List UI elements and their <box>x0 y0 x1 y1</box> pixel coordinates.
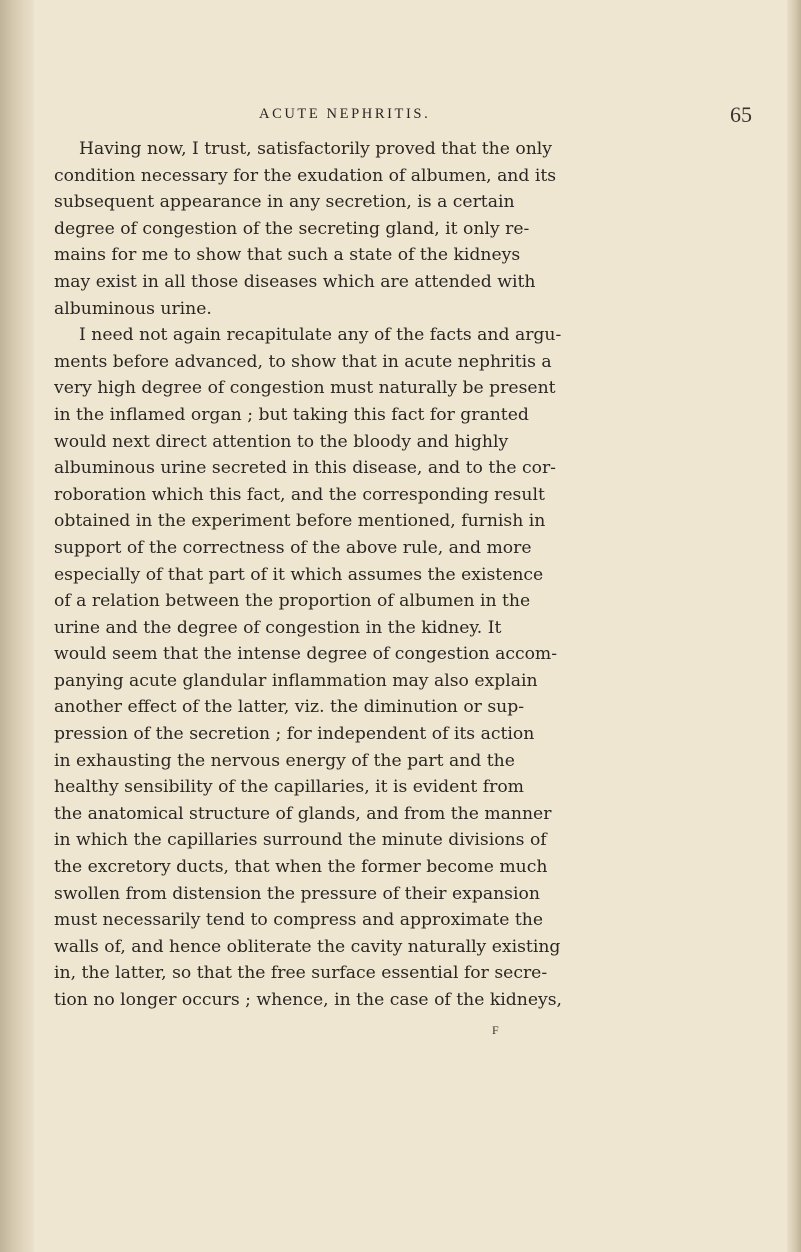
running-title: ACUTE NEPHRITIS. <box>259 106 431 122</box>
body-text <box>54 136 654 1014</box>
text-line: roboration which this fact, and the corresponding result <box>54 484 545 505</box>
text-line: subsequent appearance in any secretion, is a certain <box>54 192 515 213</box>
text-line: degree of congestion of the secreting gland, it only re- <box>54 218 530 239</box>
text-line: urine and the degree of congestion in the kidney. It <box>54 617 502 638</box>
page-number: 65 <box>730 102 752 127</box>
running-head <box>54 104 760 128</box>
text-line: walls of, and hence obliterate the cavity naturally existing <box>54 936 561 957</box>
text-line: ments before advanced, to show that in acute nephritis a <box>54 351 552 372</box>
text-line: another effect of the latter, viz. the diminution or sup- <box>54 697 525 718</box>
signature-mark: F <box>492 1023 499 1037</box>
text-line: in exhausting the nervous energy of the part and the <box>54 750 515 771</box>
page-edge <box>787 0 801 1252</box>
text-line: would seem that the intense degree of congestion accom- <box>54 644 558 665</box>
book-page <box>54 0 760 1252</box>
text-line: the excretory ducts, that when the former become much <box>54 857 548 878</box>
text-line: I need not again recapitulate any of the facts and argu- <box>79 325 562 346</box>
text-line: panying acute glandular inflammation may also explain <box>54 670 538 691</box>
book-spine-shadow <box>0 0 34 1252</box>
text-line: would next direct attention to the bloody and highly <box>54 431 509 452</box>
text-line: in, the latter, so that the free surface essential for secre- <box>54 963 548 984</box>
text-line: tion no longer occurs ; whence, in the case of the kidneys, <box>54 990 563 1010</box>
text-line: albuminous urine secreted in this disease, and to the cor- <box>54 458 556 479</box>
text-line: the anatomical structure of glands, and from the manner <box>54 803 552 824</box>
text-line: very high degree of congestion must naturally be present <box>54 378 556 399</box>
text-line: healthy sensibility of the capillaries, it is evident from <box>54 777 524 798</box>
text-line: must necessarily tend to compress and approximate the <box>54 910 543 931</box>
paragraph-1 <box>54 136 654 322</box>
text-line: pression of the secretion ; for independent of its action <box>54 724 535 745</box>
text-line: in which the capillaries surround the minute divisions of <box>54 830 547 851</box>
text-line: swollen from distension the pressure of their expansion <box>54 883 540 904</box>
text-line: obtained in the experiment before mentioned, furnish in <box>54 511 546 532</box>
text-line: especially of that part of it which assumes the existence <box>54 564 544 585</box>
text-line: condition necessary for the exudation of albumen, and its <box>54 165 557 186</box>
text-line: Having now, I trust, satisfactorily proved that the only <box>79 139 552 159</box>
text-line: in the inflamed organ ; but taking this fact for granted <box>54 404 529 425</box>
text-line: albuminous urine. <box>54 298 212 319</box>
text-line: mains for me to show that such a state of the kidneys <box>54 245 521 266</box>
text-line: of a relation between the proportion of albumen in the <box>54 591 531 612</box>
text-line: support of the correctness of the above rule, and more <box>54 537 532 558</box>
text-line: may exist in all those diseases which are attended with <box>54 271 536 292</box>
paragraph-2 <box>54 322 654 1013</box>
